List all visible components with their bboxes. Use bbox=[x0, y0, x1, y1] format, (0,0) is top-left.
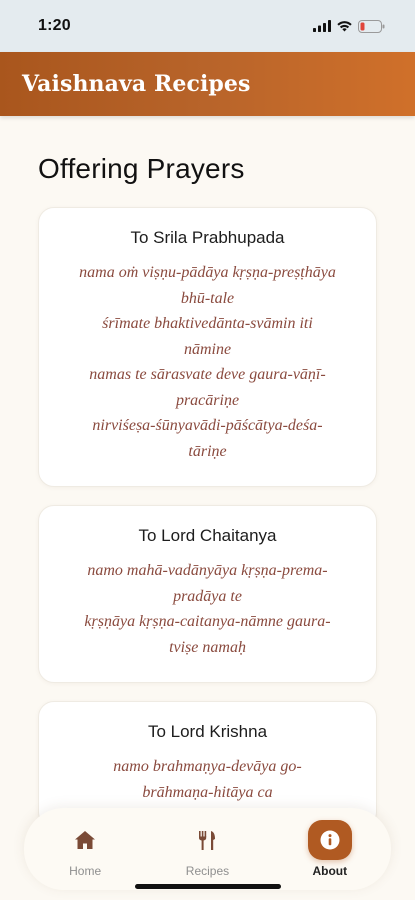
prayer-card-chaitanya bbox=[38, 505, 377, 683]
content-scroll-area[interactable] bbox=[0, 116, 415, 900]
cellular-signal-icon bbox=[313, 20, 331, 32]
status-time: 1:20 bbox=[38, 17, 71, 34]
nav-label-about: About bbox=[312, 864, 348, 878]
bottom-nav bbox=[24, 808, 391, 890]
nav-item-home[interactable] bbox=[35, 820, 135, 878]
verse-line: bhū-tale bbox=[180, 289, 235, 307]
info-icon bbox=[308, 820, 352, 860]
prayer-verse bbox=[57, 558, 358, 660]
verse-line: tviṣe namaḥ bbox=[169, 638, 246, 656]
verse-line: nāmine bbox=[183, 340, 232, 358]
fork-knife-icon bbox=[185, 820, 229, 860]
status-bar bbox=[0, 0, 415, 52]
prayer-card-title: To Lord Krishna bbox=[147, 722, 268, 741]
prayer-card-prabhupada bbox=[38, 207, 377, 487]
prayer-verse bbox=[57, 754, 358, 805]
nav-item-about[interactable] bbox=[280, 820, 380, 878]
wifi-icon bbox=[336, 20, 353, 32]
verse-line: nama oṁ viṣṇu-pādāya kṛṣṇa-preṣṭhāya bbox=[79, 264, 336, 281]
verse-line: namas te sārasvate deve gaura-vāṇī- bbox=[89, 366, 326, 383]
home-indicator bbox=[135, 884, 281, 889]
prayer-card-title: To Lord Chaitanya bbox=[138, 526, 277, 545]
nav-item-recipes[interactable] bbox=[157, 820, 257, 878]
verse-line: namo mahā-vadānyāya kṛṣṇa-prema- bbox=[87, 562, 328, 579]
nav-label-home: Home bbox=[69, 864, 102, 878]
verse-line: pradāya te bbox=[173, 587, 242, 605]
prayer-card-title: To Srila Prabhupada bbox=[130, 228, 285, 247]
verse-line: kṛṣṇāya kṛṣṇa-caitanya-nāmne gaura- bbox=[84, 613, 331, 630]
verse-line: tāriṇe bbox=[188, 442, 227, 460]
app-title: Vaishnava Recipes bbox=[22, 71, 251, 97]
prayer-verse bbox=[57, 260, 358, 464]
app-header bbox=[0, 52, 415, 116]
verse-line: namo brahmaṇya-devāya go- bbox=[113, 758, 302, 775]
verse-line: brāhmaṇa-hitāya ca bbox=[142, 783, 273, 801]
status-icons bbox=[313, 20, 385, 33]
battery-low-icon bbox=[358, 20, 385, 33]
verse-line: nirviśeṣa-śūnyavādi-pāścātya-deśa- bbox=[92, 417, 323, 434]
nav-label-recipes: Recipes bbox=[185, 864, 230, 878]
home-icon bbox=[63, 820, 107, 860]
verse-line: śrīmate bhaktivedānta-svāmin iti bbox=[102, 315, 313, 332]
verse-line: pracāriṇe bbox=[175, 391, 240, 409]
page-title: Offering Prayers bbox=[38, 153, 245, 184]
